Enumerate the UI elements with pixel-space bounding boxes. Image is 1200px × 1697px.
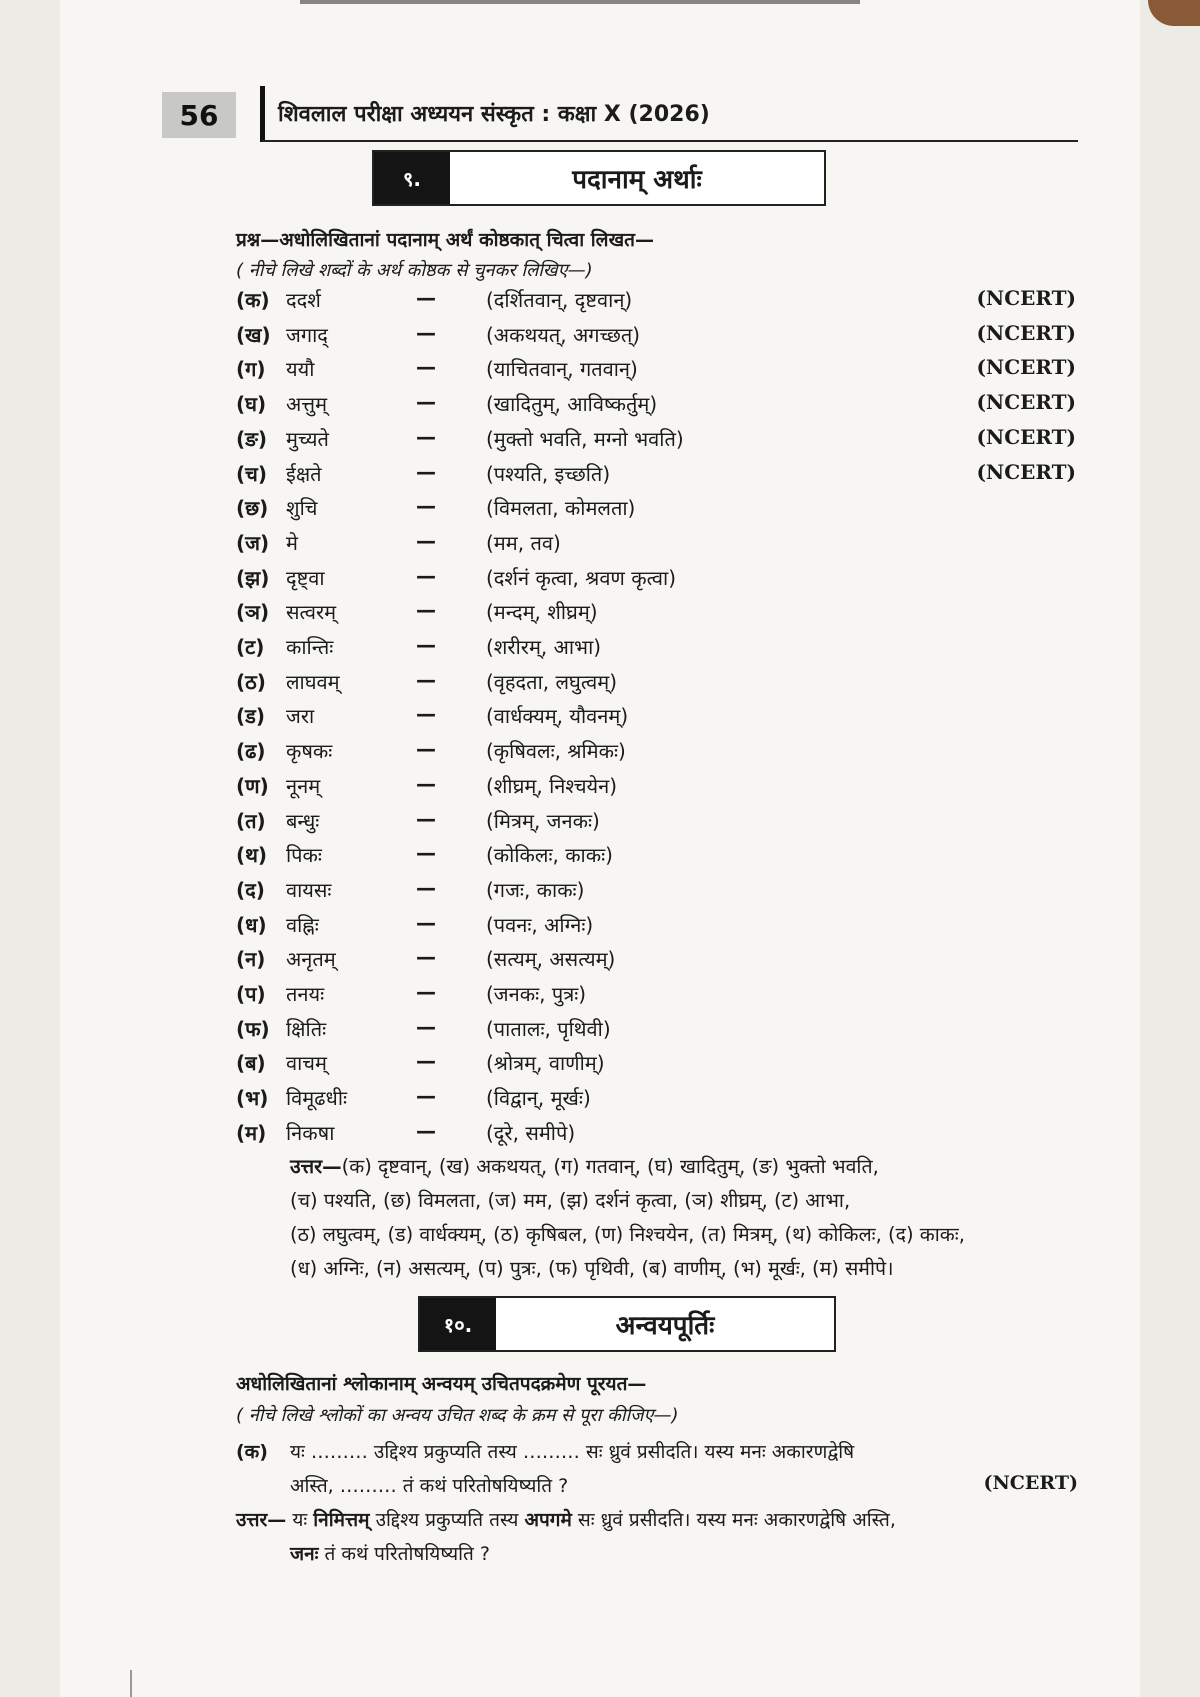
item-word: बन्धुः xyxy=(286,808,320,833)
item-dash: — xyxy=(416,980,436,1004)
item-options: (पवनः, अग्निः) xyxy=(486,912,594,937)
answer-fill: निमित्तम् xyxy=(313,1509,370,1531)
item-dash: — xyxy=(416,1084,436,1109)
item-label: (ट) xyxy=(236,635,265,659)
verse-label: (क) xyxy=(236,1441,268,1463)
item-label: (भ) xyxy=(236,1086,269,1111)
answer-line xyxy=(290,1150,1080,1184)
item-word: लाघवम् xyxy=(286,669,340,694)
item-label: (न) xyxy=(236,947,266,972)
page-number: 56 xyxy=(162,92,236,138)
item-label: (ड) xyxy=(236,704,265,729)
item-label: (क) xyxy=(236,288,270,312)
item-options: (खादितुम्, आविष्कर्तुम्) xyxy=(486,392,658,417)
vocab-row xyxy=(236,980,1076,1012)
vocab-row xyxy=(236,390,1076,422)
item-options: (मुक्तो भवति, मग्नो भवति) xyxy=(486,426,684,451)
item-label: (झ) xyxy=(236,565,270,590)
answer-prefix: उत्तर— xyxy=(236,1509,287,1531)
vocab-row xyxy=(236,1084,1076,1116)
vocab-row xyxy=(236,1119,1076,1151)
vocab-row xyxy=(236,702,1076,734)
vocab-row xyxy=(236,876,1076,908)
item-options: (दूरे, समीपे) xyxy=(486,1120,576,1145)
item-word: विमूढधीः xyxy=(286,1086,348,1111)
answer-text: (क) दृष्टवान्, (ख) अकथयत्, (ग) गतवान्, (घ) खादितुम्, (ङ) भुक्तो भवति, xyxy=(341,1155,879,1178)
item-word: दृष्ट्वा xyxy=(286,565,325,590)
item-dash: — xyxy=(416,1049,436,1074)
section-10-title: अन्वयपूर्तिः xyxy=(615,1311,715,1341)
item-word: नूनम् xyxy=(286,773,321,798)
item-dash: — xyxy=(416,945,436,970)
item-dash: — xyxy=(416,390,436,415)
item-word: मुच्यते xyxy=(286,426,329,451)
section-10-number: १०. xyxy=(420,1298,496,1350)
item-source: (NCERT) xyxy=(976,424,1076,449)
item-dash: — xyxy=(416,286,436,310)
item-label: (ञ) xyxy=(236,600,270,625)
item-dash: — xyxy=(416,771,436,796)
item-label: (घ) xyxy=(236,392,267,417)
section-10-hint: ( नीचे लिखे श्लोकों का अन्वय उचित शब्द के क्रम से पूरा कीजिए—) xyxy=(236,1405,679,1426)
item-label: (ङ) xyxy=(236,426,268,451)
answer-text: तं कथं परितोषयिष्यति ? xyxy=(324,1543,490,1565)
item-dash: — xyxy=(416,1118,436,1143)
item-options: (पातालः, पृथिवी) xyxy=(486,1016,611,1041)
item-label: (ब) xyxy=(236,1051,266,1076)
header-rule xyxy=(262,140,1078,142)
book-title: शिवलाल परीक्षा अध्ययन संस्कृत : कक्षा X (2026) xyxy=(278,102,710,127)
answer-line: (च) पश्यति, (छ) विमलता, (ज) मम, (झ) दर्शनं कृत्वा, (ञ) शीघ्रम्, (ट) आभा, xyxy=(290,1189,851,1212)
vocab-row xyxy=(236,668,1076,700)
item-options: (विद्वान्, मूर्खः) xyxy=(486,1086,591,1111)
section-9-number: ९. xyxy=(374,152,450,204)
item-options: (मित्रम्, जनकः) xyxy=(486,808,600,833)
item-dash: — xyxy=(416,563,436,588)
item-source: (NCERT) xyxy=(976,286,1076,310)
item-label: (ख) xyxy=(236,322,271,347)
item-dash: — xyxy=(416,910,436,935)
item-label: (ध) xyxy=(236,912,267,937)
item-options: (याचितवान्, गतवान्) xyxy=(486,357,638,382)
answer-text: सः ध्रुवं प्रसीदति। यस्य मनः अकारणद्वेषि अस्ति, xyxy=(577,1509,896,1531)
vocab-row xyxy=(236,772,1076,804)
vocab-row xyxy=(236,633,1076,665)
item-word: शुचि xyxy=(286,496,318,521)
item-dash: — xyxy=(416,667,436,692)
vocab-row xyxy=(236,911,1076,943)
item-dash: — xyxy=(416,598,436,623)
item-options: (मन्दम्, शीघ्रम्) xyxy=(486,600,598,625)
item-dash: — xyxy=(416,841,436,866)
vocab-row xyxy=(236,286,1076,318)
vocab-row xyxy=(236,494,1076,526)
item-options: (गजः, काकः) xyxy=(486,877,585,902)
item-source: (NCERT) xyxy=(976,459,1076,484)
item-word: ददर्श xyxy=(286,288,321,312)
item-options: (दर्शनं कृत्वा, श्रवण कृत्वा) xyxy=(486,565,677,590)
item-word: अनृतम् xyxy=(286,947,336,972)
vocab-row xyxy=(236,1049,1076,1081)
item-label: (ढ) xyxy=(236,739,266,764)
vocab-row xyxy=(236,460,1076,492)
item-options: (विमलता, कोमलता) xyxy=(486,496,636,521)
answer-fill: अपगमे xyxy=(524,1509,572,1531)
item-word: जगाद् xyxy=(286,322,328,347)
item-dash: — xyxy=(416,459,436,484)
item-label: (थ) xyxy=(236,843,268,868)
item-dash: — xyxy=(416,355,436,380)
section-10-question: अधोलिखितानां श्लोकानाम् अन्वयम् उचितपदक्रमेण पूरयत— xyxy=(236,1373,647,1395)
section-10-answer-line-2 xyxy=(290,1540,490,1566)
section-9-heading xyxy=(372,150,826,206)
item-dash: — xyxy=(416,424,436,449)
section-9-answer xyxy=(290,1150,1080,1286)
vocab-row xyxy=(236,564,1076,596)
item-options: (कोकिलः, काकः) xyxy=(486,843,613,868)
item-word: जरा xyxy=(286,704,315,729)
item-options: (शरीरम्, आभा) xyxy=(486,635,602,659)
item-options: (शीघ्रम्, निश्चयेन) xyxy=(486,773,618,798)
item-dash: — xyxy=(416,1014,436,1039)
verse-line-1: यः ……… उद्दिश्य प्रकुप्यति तस्य ……… सः ध्रुवं प्रसीदति। यस्य मनः अकारणद्वेषि xyxy=(290,1441,855,1463)
vocab-row xyxy=(236,841,1076,873)
item-dash: — xyxy=(416,806,436,831)
item-label: (प) xyxy=(236,982,266,1006)
item-word: वाचम् xyxy=(286,1051,327,1076)
item-label: (फ) xyxy=(236,1016,270,1041)
header-divider xyxy=(260,86,265,142)
item-options: (वार्धक्यम्, यौवनम्) xyxy=(486,704,629,729)
verse-source: (NCERT) xyxy=(983,1472,1078,1494)
item-word: तनयः xyxy=(286,982,325,1006)
vocab-row xyxy=(236,355,1076,387)
item-word: मे xyxy=(286,530,298,555)
item-dash: — xyxy=(416,528,436,553)
vocab-row xyxy=(236,598,1076,630)
vocab-row xyxy=(236,321,1076,353)
item-word: क्षितिः xyxy=(286,1016,327,1041)
section-9-question: प्रश्न—अधोलिखितानां पदानाम् अर्थं कोष्ठकात् चित्वा लिखत— xyxy=(236,229,654,251)
item-word: सत्वरम् xyxy=(286,600,337,625)
item-dash: — xyxy=(416,320,436,345)
answer-fill: जनः xyxy=(290,1543,319,1565)
item-word: ययौ xyxy=(286,357,315,382)
item-options: (सत्यम्, असत्यम्) xyxy=(486,947,616,972)
item-dash: — xyxy=(416,737,436,762)
vocab-row xyxy=(236,945,1076,977)
item-options: (श्रोत्रम्, वाणीम्) xyxy=(486,1051,605,1076)
item-word: ईक्षते xyxy=(286,461,322,486)
item-dash: — xyxy=(416,875,436,900)
item-word: कान्तिः xyxy=(286,635,334,659)
item-word: वायसः xyxy=(286,877,332,902)
item-source: (NCERT) xyxy=(976,355,1076,380)
item-word: निकषा xyxy=(286,1120,335,1145)
item-word: वह्निः xyxy=(286,912,319,937)
item-label: (छ) xyxy=(236,496,269,521)
item-options: (जनकः, पुत्रः) xyxy=(486,982,587,1006)
section-10-answer-line-1 xyxy=(236,1506,896,1532)
top-edge-line xyxy=(300,0,860,4)
item-options: (मम, तव) xyxy=(486,530,561,555)
answer-prefix: उत्तर— xyxy=(290,1155,342,1178)
answer-line: (ठ) लघुत्वम्, (ड) वार्धक्यम्, (ठ) कृषिबल, (ण) निश्चयेन, (त) मित्रम्, (थ) कोकिलः, (द) काकः, xyxy=(290,1223,965,1246)
item-word: पिकः xyxy=(286,843,322,868)
item-dash: — xyxy=(416,633,436,657)
verse-line-2: अस्ति, ……… तं कथं परितोषयिष्यति ? xyxy=(290,1475,569,1497)
item-label: (त) xyxy=(236,808,266,833)
section-9-title: पदानाम् अर्थाः xyxy=(572,165,702,195)
item-source: (NCERT) xyxy=(976,320,1076,345)
vocab-row xyxy=(236,737,1076,769)
answer-line: (ध) अग्निः, (न) असत्यम्, (प) पुत्रः, (फ) पृथिवी, (ब) वाणीम्, (भ) मूर्खः, (म) समीपे। xyxy=(290,1257,894,1280)
item-dash: — xyxy=(416,494,436,519)
scan-edge-mark xyxy=(130,1670,132,1697)
item-options: (वृहदता, लघुत्वम्) xyxy=(486,669,618,694)
item-word: अत्तुम् xyxy=(286,392,328,417)
item-source: (NCERT) xyxy=(976,390,1076,415)
item-options: (अकथयत्, अगच्छत्) xyxy=(486,322,641,347)
vocab-row xyxy=(236,1015,1076,1047)
vocab-row xyxy=(236,425,1076,457)
answer-text: यः xyxy=(292,1509,308,1531)
item-options: (दर्शितवान्, दृष्टवान्) xyxy=(486,288,633,312)
answer-text: उद्दिश्य प्रकुप्यति तस्य xyxy=(375,1509,519,1531)
item-label: (ग) xyxy=(236,357,266,382)
item-label: (च) xyxy=(236,461,267,486)
item-options: (पश्यति, इच्छति) xyxy=(486,461,611,486)
item-options: (कृषिवलः, श्रमिकः) xyxy=(486,739,626,764)
vocab-row xyxy=(236,807,1076,839)
vocab-row xyxy=(236,529,1076,561)
section-10-heading xyxy=(418,1296,836,1352)
item-label: (ण) xyxy=(236,773,269,798)
item-label: (द) xyxy=(236,877,265,902)
item-label: (म) xyxy=(236,1120,267,1145)
item-dash: — xyxy=(416,702,436,727)
item-label: (ज) xyxy=(236,530,270,555)
page-corner xyxy=(1148,0,1200,26)
item-label: (ठ) xyxy=(236,669,266,694)
section-9-hint: ( नीचे लिखे शब्दों के अर्थ कोष्ठक से चुनकर लिखिए—) xyxy=(236,260,593,281)
item-word: कृषकः xyxy=(286,739,333,764)
